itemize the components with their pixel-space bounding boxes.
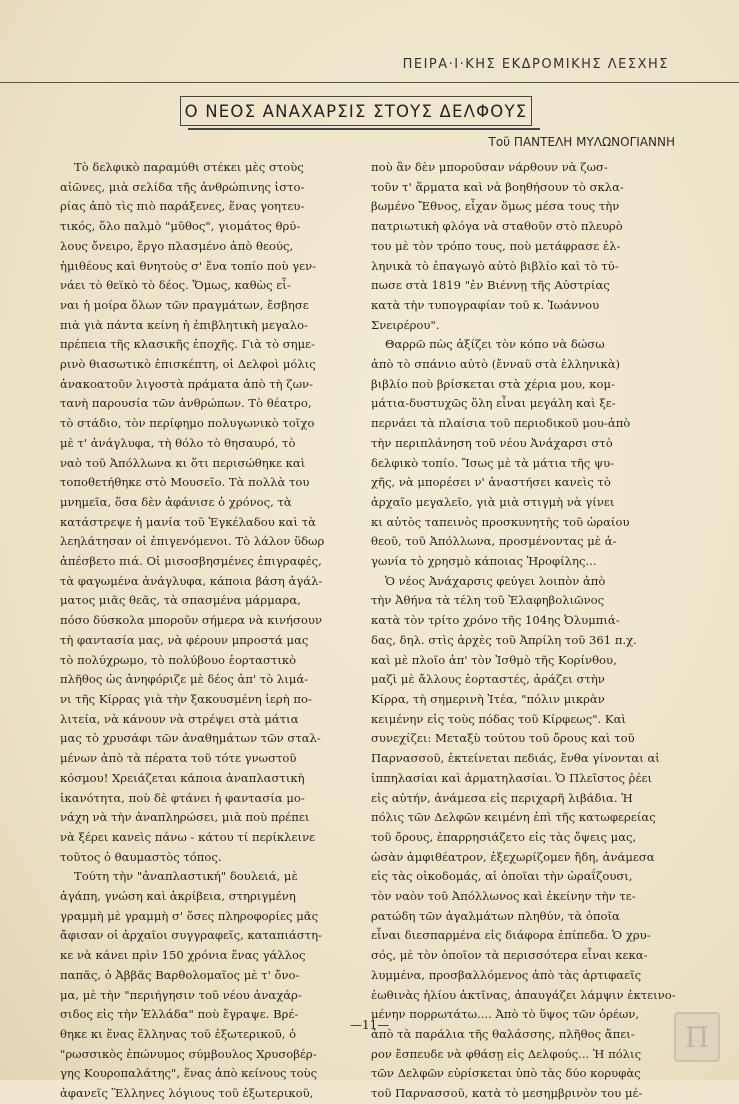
text-line: εἰς τὰς οἰκοδομάς, αἱ ὁποῖαι τὴν ὡραΐζουσι,: [371, 869, 633, 884]
title-underline: [188, 128, 540, 130]
text-line: τοῦτος ὁ θαυμαστὸς τόπος.: [60, 849, 222, 864]
text-line: ἐωθινὰς ἡλίου ἀκτῖνας, ἀπαυγάζει λάμψιν ἐκτεινο-: [371, 987, 676, 1002]
text-line: τῶν Δελφῶν εὑρίσκεται ὑπὸ τὰς δύο κορυφὰς: [371, 1066, 641, 1081]
text-line: ἱππηλασίαι καὶ ἁρματηλασίαι. Ὁ Πλεῖστος ῥέει: [371, 770, 653, 785]
text-line: τὴ φαντασία μας, νὰ φέρουν μπροστά μας: [60, 632, 309, 647]
text-line: τὸ στάδιο, τὸν περίφημο πολυγωνικὸ τοῖχο: [60, 416, 315, 431]
text-line: ὡσὰν ἀμφιθέατρον, ἐξεχωρίζομεν ἤδη, ἀνάμεσα: [371, 849, 655, 864]
text-line: τὴν Ἀθήνα τὰ τέλη τοῦ Ἐλαφηβολιῶνος: [371, 593, 605, 608]
text-line: εἶναι διεσπαρμένα εἰς διάφορα ἐπίπεδα. Ὁ χρυ-: [371, 928, 651, 943]
text-line: πρέπεια τῆς κλασικῆς ἐποχῆς. Γιὰ τὸ σημε-: [60, 337, 316, 352]
title-box: [180, 96, 532, 126]
text-line: "ρωσσικὸς ἐπώνυμος σύμβουλος Χρυσοβέρ-: [60, 1046, 317, 1061]
text-line: ρον ἔσπευδε νὰ φθάσῃ εἰς Δελφούς... Ἡ πόλις: [371, 1046, 642, 1061]
text-line: ἀφανεῖς Ἕλληνες λόγιους τοῦ ἐξωτερικοῦ,: [60, 1086, 314, 1101]
text-line: μα, μὲ τὴν "περιήγησιν τοῦ νέου ἀναχάρ-: [60, 987, 302, 1002]
text-line: ποὺ ἂν δὲν μποροῦσαν νάρθουν νὰ ζωσ-: [371, 160, 608, 174]
text-line: τανὴ παρουσία τῶν ἀνθρώπων. Τὸ θέατρο,: [60, 396, 312, 411]
text-line: βωμένο Ἔθνος, εἶχαν ὅμως μέσα τους τὴν: [371, 199, 620, 214]
text-line: ρίας ἀπὸ τὶς πιὸ παράξενες, ἕνας γοητευ-: [60, 199, 305, 214]
text-line: ναι ἡ μοίρα ὅλων τῶν πραγμάτων, ἔσβησε: [60, 297, 309, 312]
text-line: θηκε κι ἕνας ἕλληνας τοῦ ἐξωτερικοῦ, ὁ: [60, 1026, 297, 1041]
text-line: μένην πορρωτάτω.... Ἀπὸ τὸ ὕψος τῶν ὀρέων,: [371, 1007, 640, 1022]
text-column-right: [371, 158, 676, 1104]
text-line: Κίρρα, τὴ σημερινὴ Ἰτέα, "πόλιν μικρὰν: [371, 691, 605, 706]
page-number: —11—: [350, 1018, 390, 1032]
text-line: πλῆθος ὡς ἀνηφόριζε μὲ δέος ἀπ' τὸ λιμά-: [60, 672, 309, 687]
text-line: ἀνακοατοῦν λιγοστὰ πράματα ἀπὸ τὴ ζων-: [60, 376, 314, 391]
text-line: ἀπὸ τὸ σπάνιο αὐτὸ (ἔνναῦ στὰ ἑλληνικὰ): [371, 357, 621, 372]
text-line: γωνία τὸ χρησμὸ κάποιας Ἡροφίλης...: [371, 554, 597, 569]
text-line: ἀρχαῖο μεγαλεῖο, γιὰ μιὰ στιγμὴ νὰ γίνει: [371, 494, 615, 509]
text-line: σός, μὲ τὸν ὁποῖον τὰ περισσότερα εἶναι κεκα-: [371, 948, 648, 963]
text-line: ληνικὰ τὸ ἐπαγωγὸ αὐτὸ βιβλίο καὶ τὸ τύ-: [371, 258, 619, 273]
text-line: πιὰ γιὰ πάντα κείνη ἡ ἐπιβλητικὴ μεγαλο-: [60, 317, 308, 332]
text-line: του μὲ τὸν τρόπο τους, ποὺ μετάφρασε ἑλ-: [371, 238, 621, 253]
text-line: κατὰ τὴν τυπογραφίαν τοῦ κ. Ἰωάννου: [371, 297, 600, 312]
text-line: ἱκανότητα, ποὺ δὲ φτάνει ἡ φαντασία μο-: [60, 790, 305, 805]
text-line: γραμμὴ μὲ γραμμὴ σ' ὅσες πληροφορίες μᾶς: [60, 908, 319, 923]
text-column-left: [60, 158, 350, 1104]
text-line: τὸν ναὸν τοῦ Ἀπόλλωνος καὶ ἐκείνην τὴν τε-: [371, 889, 636, 904]
text-line: ἄφισαν οἱ ἀρχαῖοι συγγραφεῖς, καταπιάστη-: [60, 928, 322, 943]
text-line: τοῦ Παρνασσοῦ, κατὰ τὸ μεσημβρινὸν του μέ-: [371, 1086, 643, 1101]
text-line: Θαρρῶ πὼς ἀξίζει τὸν κόπο νὰ δώσω: [385, 337, 605, 352]
text-line: τοῦ ὄρους, ἐπαρρησιάζετο εἰς τὰς ὄψεις μας,: [371, 829, 637, 844]
text-line: τὴν περιπλάνηση τοῦ νέου Ἀνάχαρσι στὸ: [371, 435, 613, 450]
text-line: νι τῆς Κίρρας γιὰ τὴν ξακουσμένη ἱερὴ πο-: [60, 691, 312, 706]
text-line: τὰ φαγωμένα ἀνάγλυφα, κάποια βάση ἀγάλ-: [60, 573, 323, 588]
text-line: νάχη νὰ τὴν ἀναπληρώσει, μιὰ ποὺ πρέπει: [60, 810, 310, 825]
text-line: Σνειρέρου".: [371, 317, 440, 332]
text-line: ἀγάπη, γνώση καὶ ἀκρίβεια, στηριγμένη: [60, 889, 296, 904]
text-line: Ὁ νέος Ἀνάχαρσις φεύγει λοιπὸν ἀπὸ: [385, 573, 606, 588]
text-line: πόσο δύσκολα μποροῦν σήμερα νὰ κινήσουν: [60, 613, 322, 628]
text-line: πόλις τῶν Δελφῶν κειμένη ἐπὶ τῆς κατωφερείας: [371, 810, 656, 825]
header-rule: [0, 82, 739, 83]
text-line: δελφικὸ τοπίο. Ἴσως μὲ τὰ μάτια τῆς ψυ-: [371, 455, 615, 470]
text-line: εἰς αὐτήν, ἀνάμεσα εἰς περιχαρῆ λιβάδια. Ἡ: [371, 790, 633, 805]
text-line: κατὰ τὸν τρίτο χρόνο τῆς 104ης Ὀλυμπιά-: [371, 613, 620, 628]
text-line: μὲ τ' ἀνάγλυφα, τὴ θόλο τὸ θησαυρό, τὸ: [60, 435, 296, 450]
text-line: πωσε στὰ 1819 "ἐν Βιέννῃ τῆς Αὐστρίας: [371, 278, 610, 293]
text-line: κειμένην εἰς τοὺς πόδας τοῦ Κίρφεως". Καὶ: [371, 711, 626, 726]
text-line: δας, δηλ. στὶς ἀρχὲς τοῦ Ἀπρίλη τοῦ 361 π.χ.: [371, 632, 637, 647]
text-line: συνεχίζει: Μεταξὺ τούτου τοῦ ὄρους καὶ τοῦ: [371, 731, 635, 746]
text-line: ἀπέσβετο πιά. Οἱ μισοσβησμένες ἐπιγραφές,: [60, 554, 322, 569]
text-line: μας τὸ χρυσάφι τῶν ἀναθημάτων τῶν σταλ-: [60, 731, 321, 746]
text-line: ἡμιθέους καὶ θνητοὺς σ' ἕνα τοπίο ποὺ γεν-: [60, 258, 317, 273]
text-line: παπᾶς, ὁ Ἀββᾶς Βαρθολομαῖος μὲ τ' ὄνο-: [60, 967, 300, 982]
text-line: θεοῦ, τοῦ Ἀπόλλωνα, προσμένοντας μὲ ἀ-: [371, 534, 617, 549]
author-byline: Τοῦ ΠΑΝΤΕΛΗ ΜΥΛΩΝΟΓΙΑΝΝΗ: [488, 135, 675, 149]
text-line: κόσμου! Χρειάζεται κάποια ἀναπλαστικὴ: [60, 770, 305, 785]
text-line: κι αὐτὸς ταπεινὸς προσκυνητὴς τοῦ ὡραίου: [371, 514, 630, 529]
text-line: μαζὶ μὲ ἄλλους ἑορταστές, ἀράζει στὴν: [371, 672, 605, 687]
text-line: Τούτη τὴν "ἀναπλαστική" δουλειά, μὲ: [74, 869, 298, 884]
text-line: ἀπὸ τὰ παράλια τῆς θαλάσσης, πλῆθος ἄπει-: [371, 1026, 635, 1041]
text-line: ρινὸ θιασωτικὸ ἐπισκέπτη, οἱ Δελφοὶ μόλις: [60, 357, 316, 372]
text-line: Παρνασσοῦ, ἐκτείνεται πεδιάς, ἔνθα γίνονται αἱ: [371, 751, 660, 766]
journal-header: ΠΕΙΡΑ·Ι·ΚΗΣ ΕΚΔΡΟΜΙΚΗΣ ΛΕΣΧΗΣ: [402, 57, 669, 72]
text-line: χῆς, νὰ μπορέσει ν' ἀναστήσει κανεὶς τὸ: [371, 475, 611, 490]
text-line: τοποθετήθηκε στὸ Μουσεῖο. Τὰ πολλὰ του: [60, 475, 310, 490]
text-line: λιτεία, νὰ κάνουν νὰ στρέψει στὰ μάτια: [60, 711, 299, 726]
text-line: σιδος εἰς τὴν Ἑλλάδα" ποὺ ἔγραψε. Βρέ-: [60, 1007, 299, 1022]
publisher-logo-icon: Π: [674, 1012, 720, 1062]
text-line: τοῦν τ' ἅρματα καὶ νὰ βοηθήσουν τὸ σκλα-: [371, 179, 624, 194]
text-line: τικός, ὅλο παλμὸ "μῦθος", γιομάτος θρύ-: [60, 219, 301, 234]
text-line: μένων ἀπὸ τὰ πέρατα τοῦ τότε γνωστοῦ: [60, 751, 297, 766]
text-line: ναὸ τοῦ Ἀπόλλωνα κι ὅτι περισώθηκε καὶ: [60, 455, 306, 470]
text-line: αἰῶνες, μιὰ σελίδα τῆς ἀνθρώπινης ἱστο-: [60, 179, 305, 194]
text-line: νάει τὸ θεϊκὸ τὸ δέος. Ὅμως, καθὼς εἶ-: [60, 278, 291, 293]
text-line: λυμμένα, προσβαλλόμενος ἀπὸ τὰς ἀρτιφαεῖς: [371, 967, 642, 982]
text-line: ρατώδη τῶν ἀγαλμάτων πληθύν, τὰ ὁποῖα: [371, 908, 620, 923]
text-line: πατριωτικὴ φλόγα νὰ σταθοῦν στὸ πλευρὸ: [371, 219, 623, 234]
text-line: μνημεῖα, ὅσα δὲν ἀφάνισε ὁ χρόνος, τὰ: [60, 494, 292, 509]
text-line: λους ὄνειρο, ἔργο πλασμένο ἀπὸ θεούς,: [60, 238, 294, 253]
text-line: μάτια-δυστυχῶς ὅλη εἶναι μεγάλη καὶ ξε-: [371, 396, 616, 411]
text-line: κατάστρεψε ἡ μανία τοῦ Ἐγκέλαδου καὶ τὰ: [60, 514, 316, 529]
text-line: περνάει τὰ πλαίσια τοῦ περιοδικοῦ μου-ἀπὸ: [371, 416, 631, 431]
text-line: ματος μιᾶς θεᾶς, τὰ σπασμένα μάρμαρα,: [60, 593, 301, 608]
text-line: τὸ πολύχρωμο, τὸ πολύβουο ἑορταστικὸ: [60, 652, 297, 667]
text-line: Τὸ δελφικὸ παραμύθι στέκει μὲς στοὺς: [74, 160, 304, 174]
text-line: νὰ ξέρει κανεὶς πάνω - κάτου τί περίκλεινε: [60, 829, 316, 844]
text-line: κε νὰ κάνει πρὶν 150 χρόνια ἕνας γάλλος: [60, 948, 306, 963]
text-line: γης Κουροπαλάτης", ἕνας ἀπὸ κείνους τοὺς: [60, 1066, 318, 1081]
article-title: Ο ΝΕΟΣ ΑΝΑΧΑΡΣΙΣ ΣΤΟΥΣ ΔΕΛΦΟΥΣ: [184, 101, 528, 121]
text-line: λεηλάτησαν οἱ ἐπιγενόμενοι. Τὸ λάλον ὕδωρ: [60, 534, 325, 549]
text-line: βιβλίο ποὺ βρίσκεται στὰ χέρια μου, κομ-: [371, 376, 615, 391]
text-line: καὶ μὲ πλοῖο ἀπ' τὸν Ἰσθμὸ τῆς Κορίνθου,: [371, 652, 617, 667]
